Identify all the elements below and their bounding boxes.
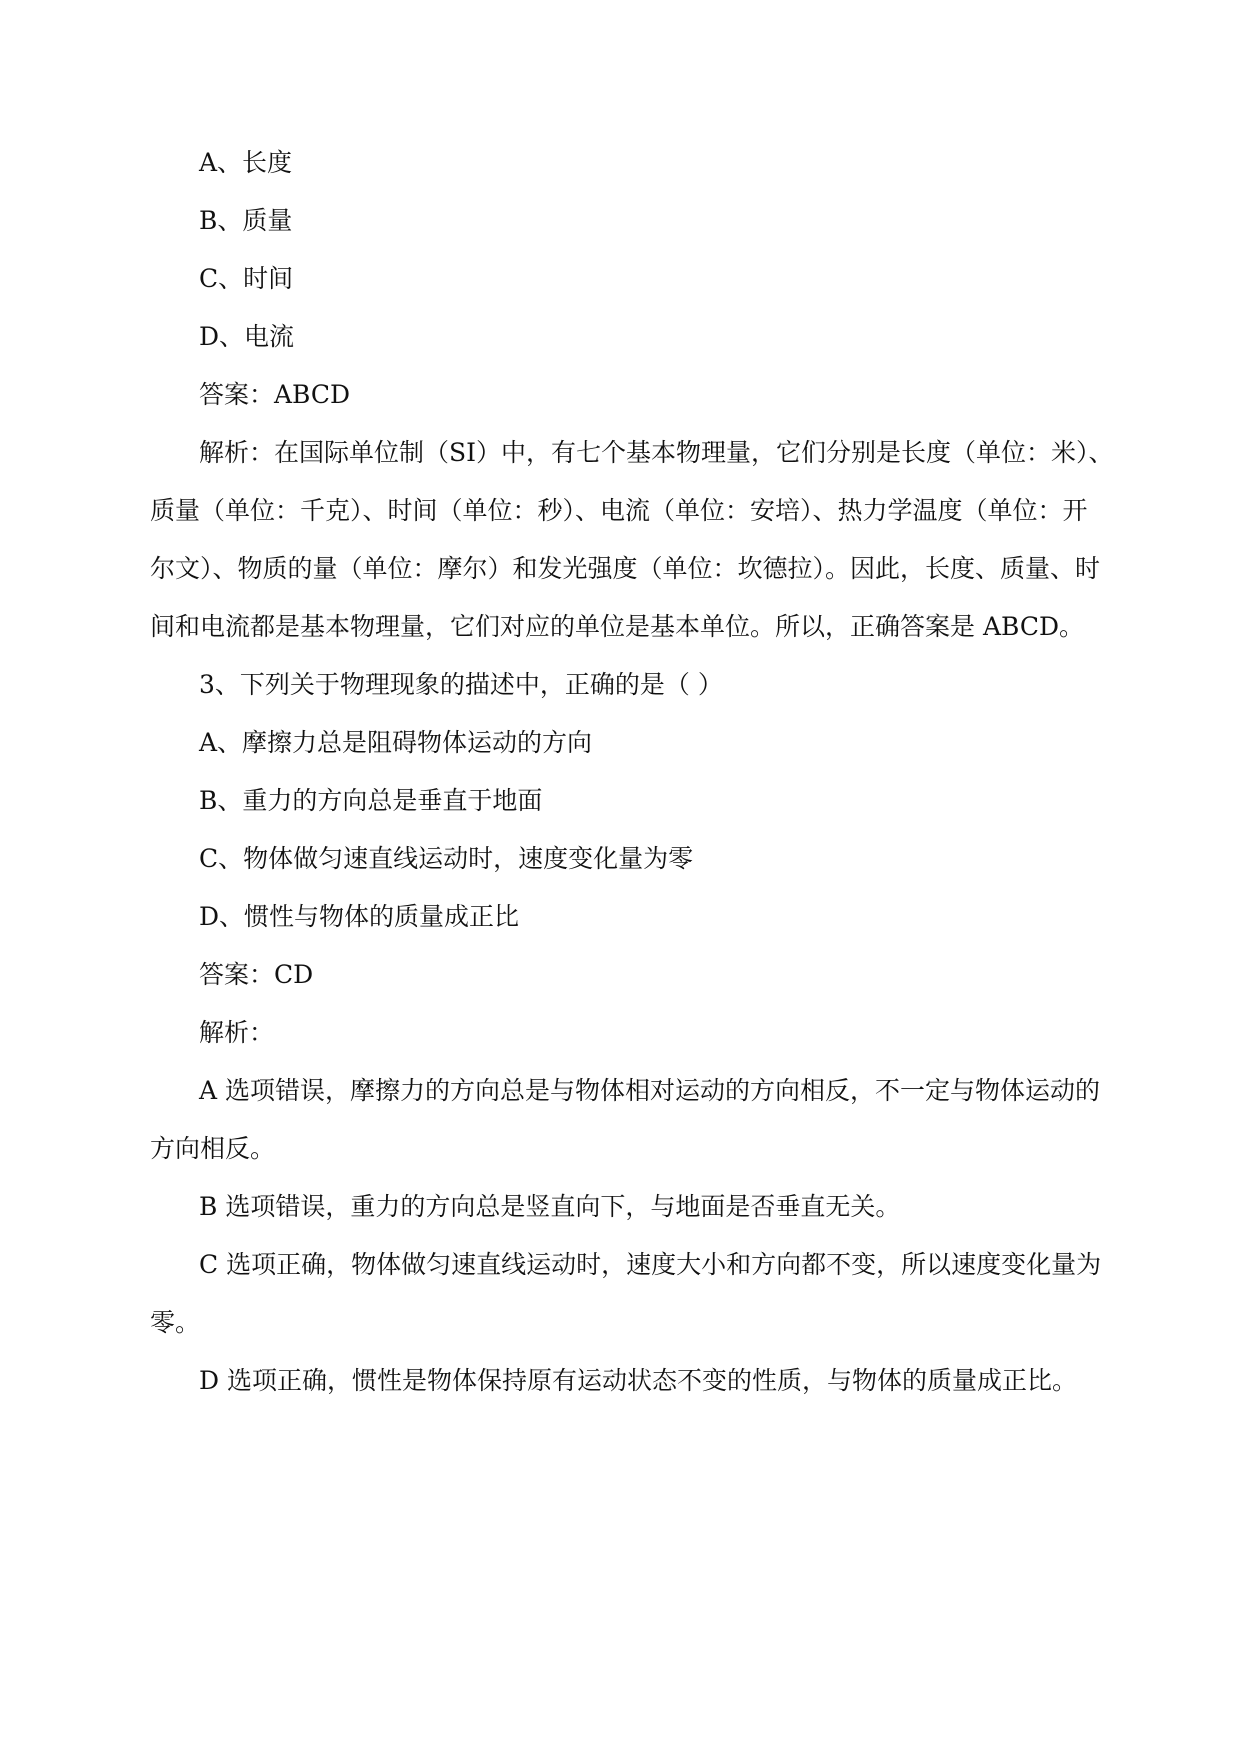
q3-option-c: C、物体做匀速直线运动时，速度变化量为零 xyxy=(199,844,694,873)
q2-option-c: C、时间 xyxy=(199,264,294,293)
q3-analysis-a-line: 方向相反。 xyxy=(150,1134,276,1163)
q3-option-a: A、摩擦力总是阻碍物体运动的方向 xyxy=(199,728,593,757)
q3-option-b: B、重力的方向总是垂直于地面 xyxy=(199,786,543,815)
q3-analysis-c-line: C 选项正确，物体做匀速直线运动时，速度大小和方向都不变，所以速度变化量为 xyxy=(199,1250,1102,1279)
q3-analysis-a-line: A 选项错误，摩擦力的方向总是与物体相对运动的方向相反，不一定与物体运动的 xyxy=(199,1076,1101,1105)
q3-analysis-d: D 选项正确，惯性是物体保持原有运动状态不变的性质，与物体的质量成正比。 xyxy=(199,1366,1077,1395)
q2-explanation-line: 解析：在国际单位制（SI）中，有七个基本物理量，它们分别是长度（单位：米）、 xyxy=(199,438,1114,467)
q3-analysis-b: B 选项错误，重力的方向总是竖直向下，与地面是否垂直无关。 xyxy=(199,1192,901,1221)
q2-option-d: D、电流 xyxy=(199,322,295,351)
q3-analysis-c-line: 零。 xyxy=(150,1308,201,1337)
q2-explanation-line: 质量（单位：千克）、时间（单位：秒）、电流（单位：安培）、热力学温度（单位：开 xyxy=(150,496,1088,525)
q2-answer: 答案：ABCD xyxy=(199,380,351,409)
q2-explanation-line: 尔文）、物质的量（单位：摩尔）和发光强度（单位：坎德拉）。因此，长度、质量、时 xyxy=(150,554,1101,583)
q3-answer: 答案：CD xyxy=(199,960,314,989)
q3-question: 3、下列关于物理现象的描述中，正确的是（ ） xyxy=(199,670,723,699)
q2-option-a: A、长度 xyxy=(199,148,293,177)
q3-explanation-label: 解析： xyxy=(199,1018,275,1047)
q2-explanation-line: 间和电流都是基本物理量，它们对应的单位是基本单位。所以，正确答案是 ABCD。 xyxy=(150,612,1085,641)
q3-option-d: D、惯性与物体的质量成正比 xyxy=(199,902,520,931)
q2-option-b: B、质量 xyxy=(199,206,293,235)
